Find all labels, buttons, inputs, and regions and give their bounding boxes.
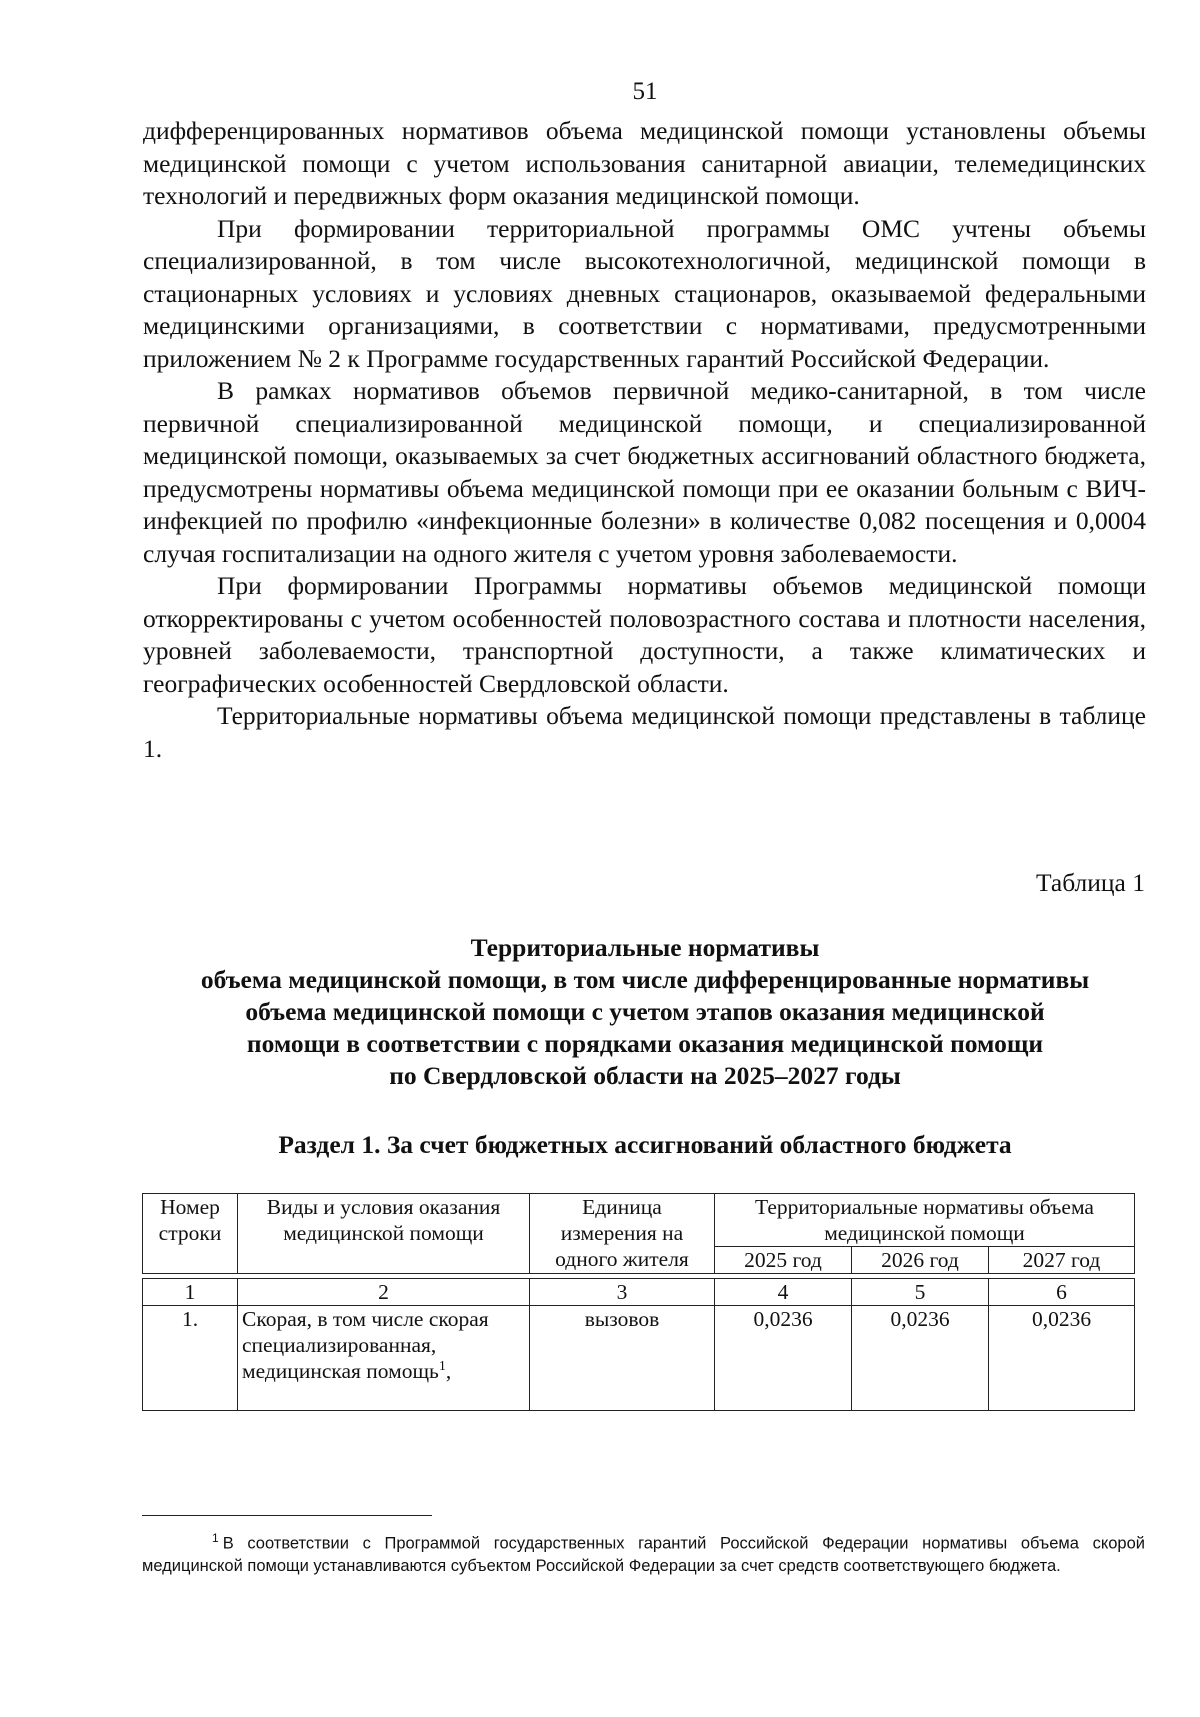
- column-number: 3: [530, 1279, 715, 1306]
- body-text: [143, 115, 1146, 765]
- row-kind-suffix: ,: [445, 1359, 452, 1383]
- paragraph: Территориальные нормативы объема медицинской помощи представлены в таблице 1.: [143, 701, 1146, 763]
- header-kinds: Виды и условия оказания медицинской помощи: [238, 1194, 530, 1274]
- paragraph: При формировании Программы нормативы объемов медицинской помощи откорректированы с учетом особенностей половозрастного состава и плотности населения, уровней заболеваемости, транспортной доступности, а также климатических и географических особенностей Свердловской области.: [143, 571, 1146, 698]
- row-value-2027: 0,0236: [989, 1306, 1135, 1411]
- section-title: Раздел 1. За счет бюджетных ассигнований областного бюджета: [278, 1130, 1012, 1159]
- title-line: объема медицинской помощи с учетом этапов оказания медицинской: [245, 997, 1045, 1026]
- title-line: по Свердловской области на 2025–2027 годы: [389, 1061, 901, 1090]
- table-row: [143, 1306, 1135, 1411]
- column-number: 5: [852, 1279, 989, 1306]
- header-year-2026: 2026 год: [852, 1247, 989, 1274]
- column-number: 2: [238, 1279, 530, 1306]
- title-line: объема медицинской помощи, в том числе дифференцированные нормативы: [200, 965, 1090, 994]
- title-line: Территориальные нормативы: [470, 933, 820, 962]
- footnote-text: В соответствии с Программой государственных гарантий Российской Федерации нормативы объема скорой медицинской помощи устанавливаются субъектом Российской Федерации за счет средств соответствующего бюджета.: [142, 1534, 1145, 1575]
- paragraph: В рамках нормативов объемов первичной медико-санитарной, в том числе первичной специализированной медицинской помощи, и специализированной медицинской помощи, оказываемых за счет бюджетных ассигнований областного бюджета, предусмотрены нормативы объема медицинской помощи при ее оказании больным с ВИЧ-инфекцией по профилю «инфекционные болезни» в количестве 0,082 посещения и 0,0004 случая госпитализации на одного жителя с учетом уровня заболеваемости.: [143, 376, 1146, 568]
- paragraph: дифференцированных нормативов объема медицинской помощи установлены объемы медицинской помощи с учетом использования санитарной авиации, телемедицинских технологий и передвижных форм оказания медицинской помощи.: [143, 116, 1146, 210]
- title-line: помощи в соответствии с порядками оказания медицинской помощи: [246, 1029, 1044, 1058]
- norms-table: [142, 1193, 1135, 1411]
- footnote-ref: 1: [438, 1358, 446, 1374]
- footnote: [142, 1527, 1145, 1577]
- header-unit: Единица измерения на одного жителя: [530, 1194, 715, 1274]
- row-value-2026: 0,0236: [852, 1306, 989, 1411]
- header-row: [143, 1194, 1135, 1247]
- header-norms: Территориальные нормативы объема медицинской помощи: [715, 1194, 1135, 1247]
- table-title: [130, 932, 1160, 1092]
- paragraph: При формировании территориальной программы ОМС учтены объемы специализированной, в том числе высокотехнологичной, медицинской помощи в стационарных условиях и условиях дневных стационаров, оказываемой федеральными медицинскими организациями, в соответствии с нормативами, предусмотренными приложением № 2 к Программе государственных гарантий Российской Федерации.: [143, 213, 1146, 373]
- header-row-number: Номер строки: [143, 1194, 238, 1274]
- footnote-divider: [142, 1515, 432, 1516]
- row-unit: вызовов: [530, 1306, 715, 1411]
- header-year-2027: 2027 год: [989, 1247, 1135, 1274]
- column-number: 4: [715, 1279, 852, 1306]
- column-number: 6: [989, 1279, 1135, 1306]
- row-value-2025: 0,0236: [715, 1306, 852, 1411]
- header-year-2025: 2025 год: [715, 1247, 852, 1274]
- table-label: Таблица 1: [1035, 868, 1145, 897]
- page-number: 51: [632, 78, 658, 105]
- column-number: 1: [143, 1279, 238, 1306]
- column-number-row: [143, 1279, 1135, 1306]
- row-kind-text: Скорая, в том числе скорая специализированная, медицинская помощь: [242, 1307, 489, 1383]
- row-number: 1.: [143, 1306, 238, 1411]
- row-kind: [238, 1306, 530, 1411]
- footnote-marker: 1: [212, 1531, 219, 1545]
